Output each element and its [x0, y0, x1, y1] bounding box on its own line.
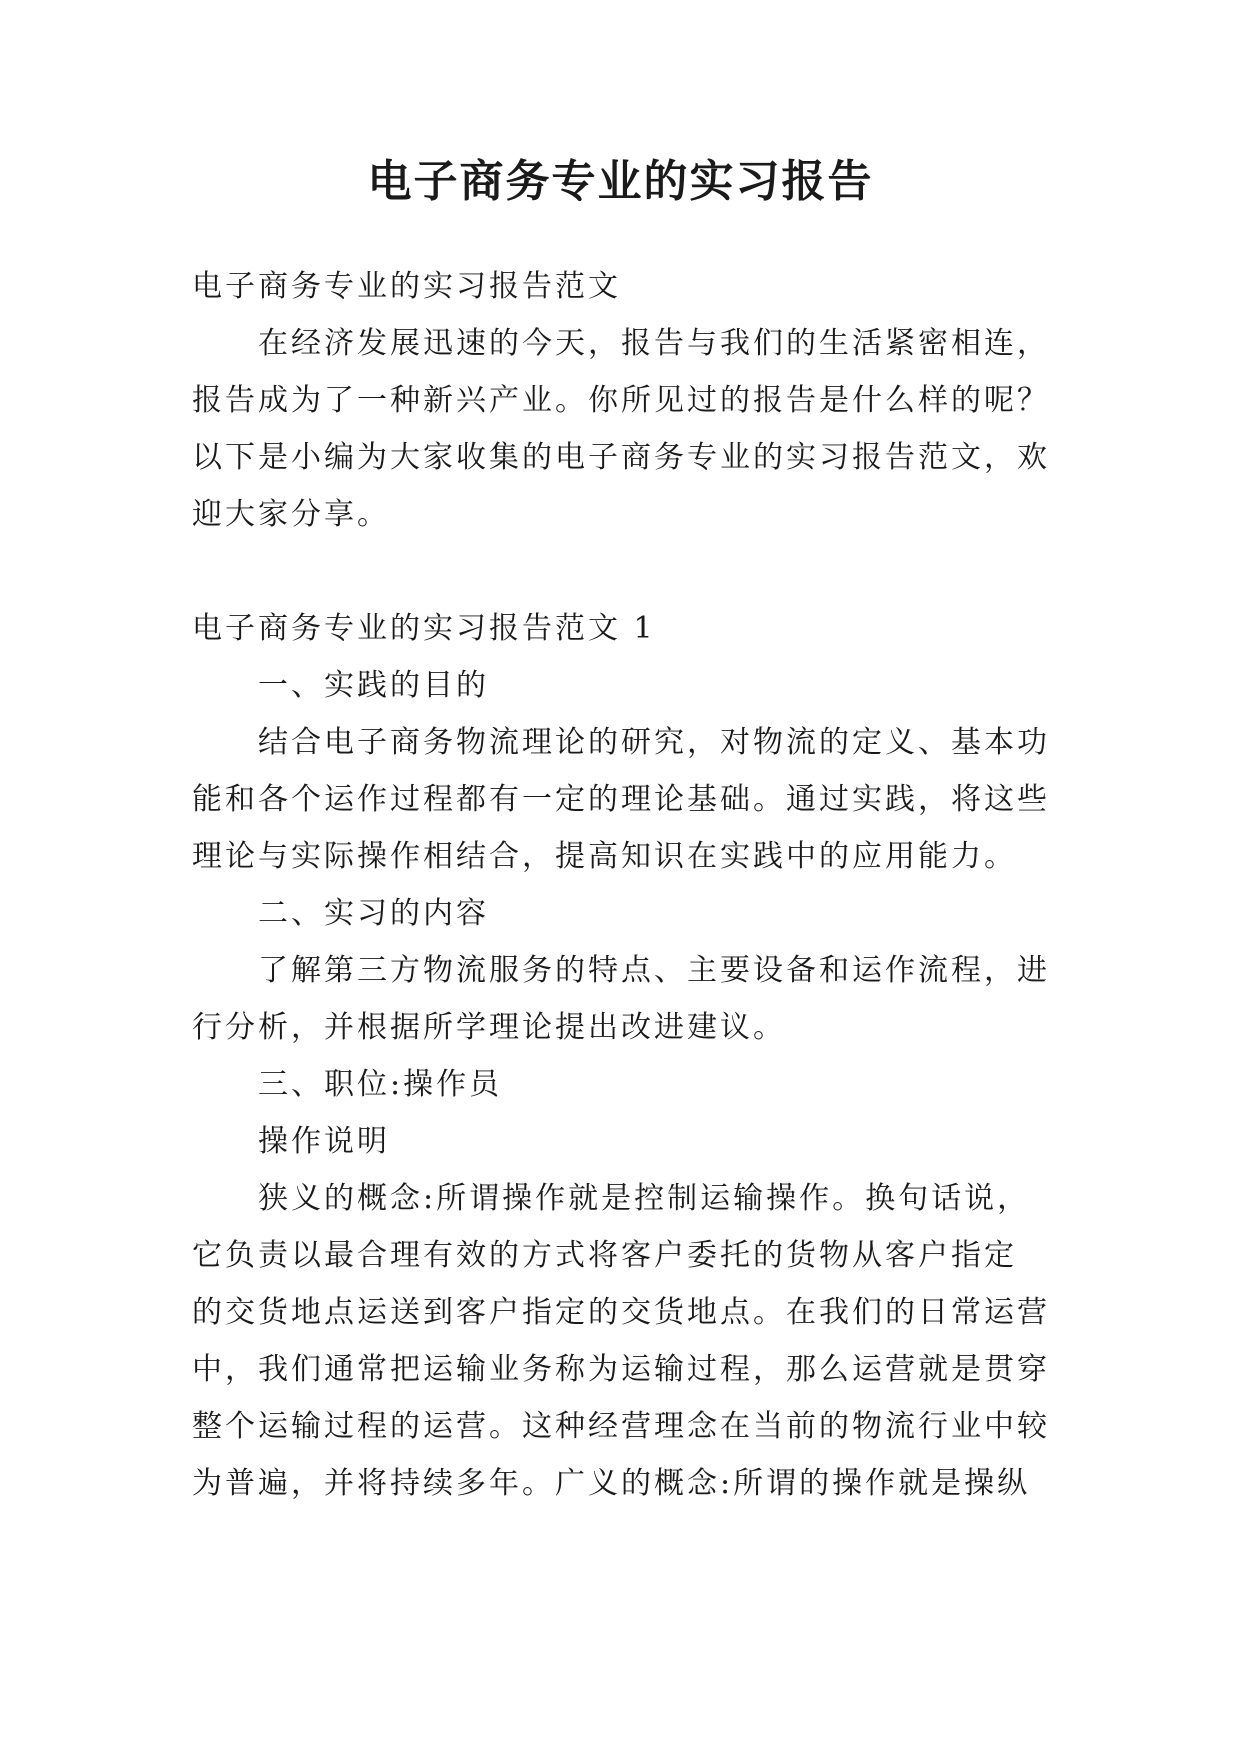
paragraph-line: 结合电子商务物流理论的研究，对物流的定义、基本功 [258, 725, 1050, 760]
paragraph-line: 了解第三方物流服务的特点、主要设备和运作流程，进 [258, 953, 1050, 988]
paragraph-line: 能和各个运作过程都有一定的理论基础。通过实践，将这些 [192, 782, 1050, 817]
paragraph-line: 它负责以最合理有效的方式将客户委托的货物从客户指定 [192, 1238, 1017, 1273]
subsection-heading: 三、职位:操作员 [258, 1067, 503, 1102]
paragraph-line: 的交货地点运送到客户指定的交货地点。在我们的日常运营 [192, 1295, 1050, 1330]
paragraph-line: 中，我们通常把运输业务称为运输过程，那么运营就是贯穿 [192, 1352, 1050, 1387]
document-title: 电子商务专业的实习报告 [367, 156, 874, 207]
subsection-heading: 一、实践的目的 [258, 668, 489, 703]
paragraph-line: 为普遍，并将持续多年。广义的概念:所谓的操作就是操纵 [192, 1466, 1031, 1501]
subsection-heading: 二、实习的内容 [258, 896, 489, 931]
document-body [192, 258, 1052, 1512]
subsection-heading: 操作说明 [258, 1124, 390, 1159]
paragraph-line: 整个运输过程的运营。这种经营理念在当前的物流行业中较 [192, 1409, 1050, 1444]
paragraph-line: 迎大家分享。 [192, 497, 390, 532]
section-heading: 电子商务专业的实习报告范文 [192, 269, 621, 304]
paragraph-line: 报告成为了一种新兴产业。你所见过的报告是什么样的呢？ [192, 383, 1050, 418]
paragraph-line: 行分析，并根据所学理论提出改进建议。 [192, 1010, 786, 1045]
paragraph-gap [192, 543, 1052, 600]
paragraph-line: 在经济发展迅速的今天，报告与我们的生活紧密相连， [258, 326, 1050, 361]
paragraph-line: 以下是小编为大家收集的电子商务专业的实习报告范文，欢 [192, 440, 1050, 475]
paragraph-line: 狭义的概念:所谓操作就是控制运输操作。换句话说， [258, 1181, 1031, 1216]
section-heading: 电子商务专业的实习报告范文 1 [192, 611, 656, 646]
paragraph-line: 理论与实际操作相结合，提高知识在实践中的应用能力。 [192, 839, 1017, 874]
